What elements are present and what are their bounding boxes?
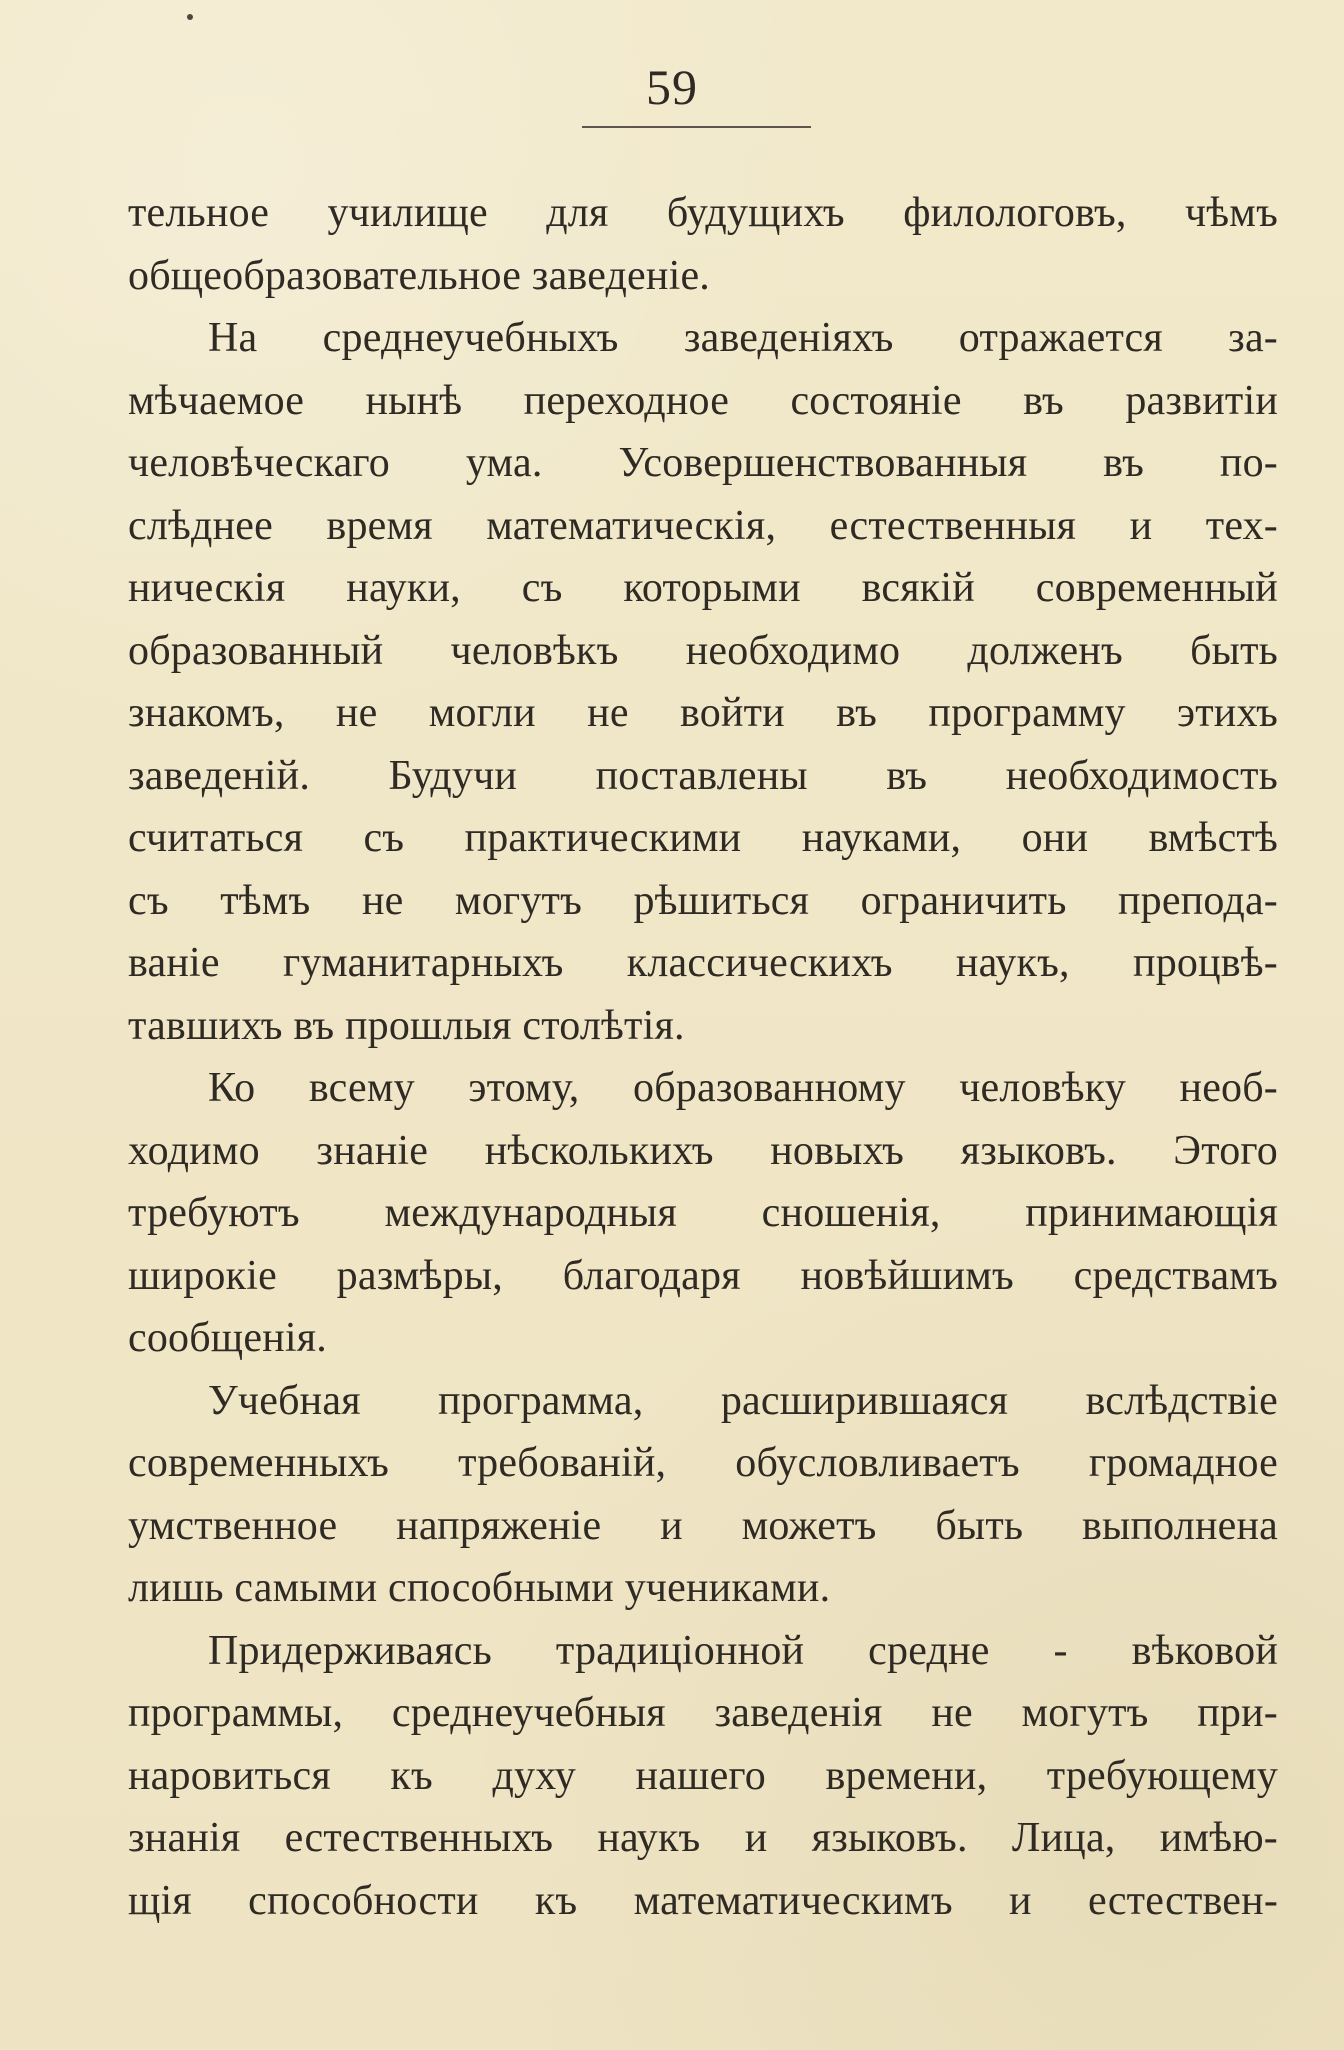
text-line: слѣднее время математическія, естественныя и тех- [128,502,1278,549]
text-line: Учебная программа, расширившаяся вслѣдствіе [208,1377,1278,1424]
text-line: лишь самыми способными учениками. [128,1565,831,1611]
page-number: 59 [646,59,698,115]
text-line: современныхъ требованій, обусловливаетъ громадное [128,1440,1278,1486]
text-line: считаться съ практическими науками, они вмѣстѣ [128,815,1278,861]
text-line: тавшихъ въ прошлыя столѣтія. [128,1002,685,1049]
text-line: ваніе гуманитарныхъ классическихъ наукъ, процвѣ- [128,940,1278,986]
text-line: На среднеучебныхъ заведеніяхъ отражается за- [208,315,1278,361]
page-text [128,182,1278,1932]
text-line: требуютъ международныя сношенія, принимающія [128,1190,1278,1236]
text-line: съ тѣмъ не могутъ рѣшиться ограничить препода- [128,877,1278,924]
text-line: сообщенія. [128,1315,327,1361]
text-line: знакомъ, не могли не войти въ программу этихъ [128,690,1278,736]
text-line: образованный человѣкъ необходимо долженъ быть [128,627,1278,674]
text-line: умственное напряженіе и можетъ быть выполнена [128,1502,1278,1549]
text-line: Придерживаясь традиціонной средне - вѣковой [208,1627,1278,1674]
text-line: Ко всему этому, образованному человѣку необ- [208,1065,1278,1111]
header-rule [582,126,811,128]
text-line: заведеній. Будучи поставлены въ необходимость [128,752,1278,799]
text-line: тельное училище для будущихъ филологовъ, чѣмъ [128,190,1278,236]
text-line: ническія науки, съ которыми всякій современный [128,565,1278,611]
text-line: мѣчаемое нынѣ переходное состояніе въ развитіи [128,377,1278,424]
text-line: широкіе размѣры, благодаря новѣйшимъ средствамъ [128,1252,1278,1299]
ink-dot [187,14,193,20]
text-line: общеобразовательное заведеніе. [128,252,710,299]
text-line: человѣческаго ума. Усовершенствованныя въ по- [128,440,1278,486]
text-line: ходимо знаніе нѣсколькихъ новыхъ языковъ. Этого [128,1127,1278,1174]
text-line: наровиться къ духу нашего времени, требующему [128,1752,1278,1799]
text-line: знанія естественныхъ наукъ и языковъ. Лица, имѣю- [128,1815,1278,1861]
text-line: щія способности къ математическимъ и естествен- [128,1877,1278,1924]
text-line: программы, среднеучебныя заведенія не могутъ при- [128,1690,1278,1736]
